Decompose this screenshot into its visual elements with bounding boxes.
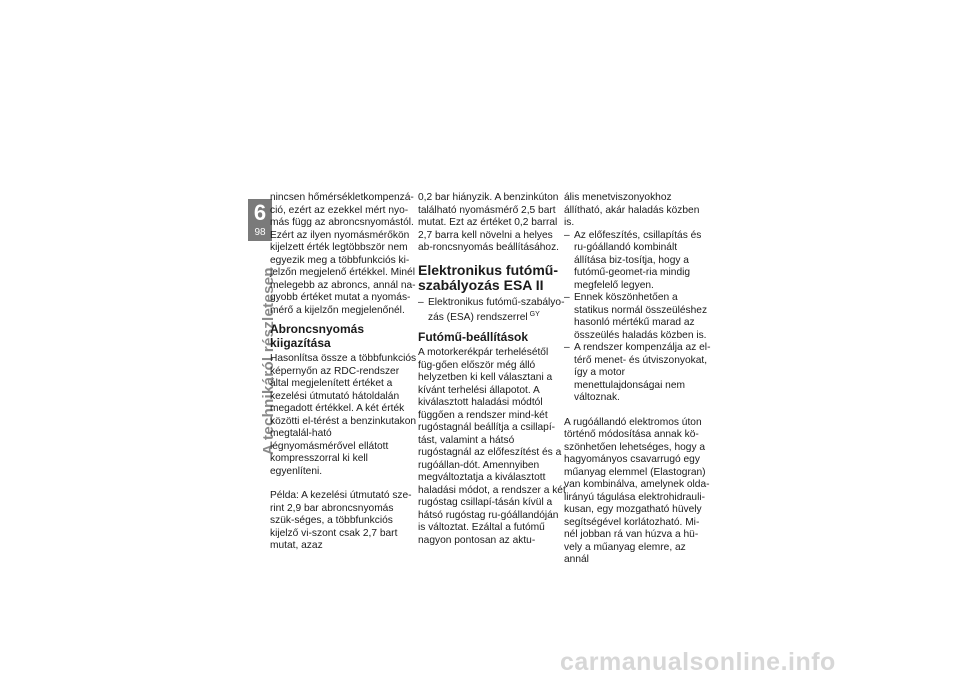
paragraph: Példa: A kezelési útmutató sze-rint 2,9 bar abroncsnyomás szük-séges, a többfunkciós kijelző vi-szont csak 2,7 bart mutat, azaz [270,490,412,551]
paragraph: A rugóállandó elektromos úton történő módosítása annak kö-szönhetően lehetséges, hogy a hagyományos csavarrugó egy műanyag elemmel (Elastogran) van kombinálva, amelynek olda-lirányú tágulása elektrohidrauli-kusan, egy mozgatható hüvely segítségével korlátozható. Mi-nél jobban rá van húzva a hü-vely a műanyag elemre, az annál [564,416,710,565]
paragraph: 0,2 bar hiányzik. A benzinkúton található nyomásmérő 2,5 bart mutat. Ezt az értéket 0,2 barral 2,7 barra kell növelni a helyes ab-roncsnyomás beállításához. [418,192,560,253]
dash-item-text: Elektronikus futómű-szabályo-zás (ESA) rendszerrel [428,296,565,323]
dash-item: – A rendszer kompenzálja az el-térő menet- és útviszonyokat, így a motor menettulajdonságai nem változnak. [564,342,712,405]
column-1 [270,192,418,553]
chapter-side-title: A technikáról részletesen [260,267,277,455]
chapter-number: 6 [253,200,267,225]
column-2 [418,192,566,547]
paragraph: A motorkerékpár terhelésétől füg-gően először még álló helyzetben ki kell választani a kívánt terhelési állapotot. A kiválasztott haladási módtól függően a rendszer mind-két rugóstagnál beállítja a csillapí-tást, valamint a hátsó rugóstagnál az előfeszítést és a rugóállan-dót. Amennyiben megváltoztatja a kiválasztott haladási módot, a rendszer a két rugóstag csillapí-tásán kívül a hátsó rugóstag ru-góállandóján is változtat. Ezáltal a futómű nagyon pontosan az aktu- [418,347,566,546]
paragraph: Hasonlítsa össze a többfunkciós képernyőn az RDC-rendszer által megjelenített értéket a kezelési útmutató hátoldalán megadott értékkel. A két érték közötti el-térést a benzinkutakon megtalál-ható légnyomásmérővel ellátott kompresszorral ki kell egyenlíteni. [270,353,417,477]
dash-item: – Ennek köszönhetően a statikus normál összeüléshez hasonló mértékű marad az összeülés haladás közben is. [564,292,712,342]
dash-item: – Az előfeszítés, csillapítás és ru-góállandó kombinált állítása biz-tosítja, hogy a futómű-geomet-ria mindig megfelelő legyen. [564,230,712,293]
section-heading: Abroncsnyomás kiigazítása [270,322,365,350]
page-number: 98 [254,227,266,238]
chapter-tab [248,199,272,241]
paragraph: ális menetviszonyokhoz állítható, akár haladás közben is. [564,192,700,228]
section-heading: Elektronikus futómű-szabályozás ESA II [418,261,559,293]
watermark: carmanualsonline.info [560,648,836,676]
column-3 [564,192,712,567]
dash-item [418,297,566,325]
paragraph: nincsen hőmérsékletkompenzá-ció, ezért az ezekkel mért nyo-más függ az abroncsnyomástól. Ezért az ilyen nyomásmérőkön kijelzett érték legtöbbször nem egyezik meg a többfunkciós ki-jelzőn megjelenő értékkel. Minél melegebb az abroncs, annál na-gyobb értéket mutat a nyomás-mérő a kijelzőn megjelenőnél. [270,192,416,316]
equipment-code: GY [529,311,540,318]
subsection-heading: Futómű-beállítások [418,329,529,344]
